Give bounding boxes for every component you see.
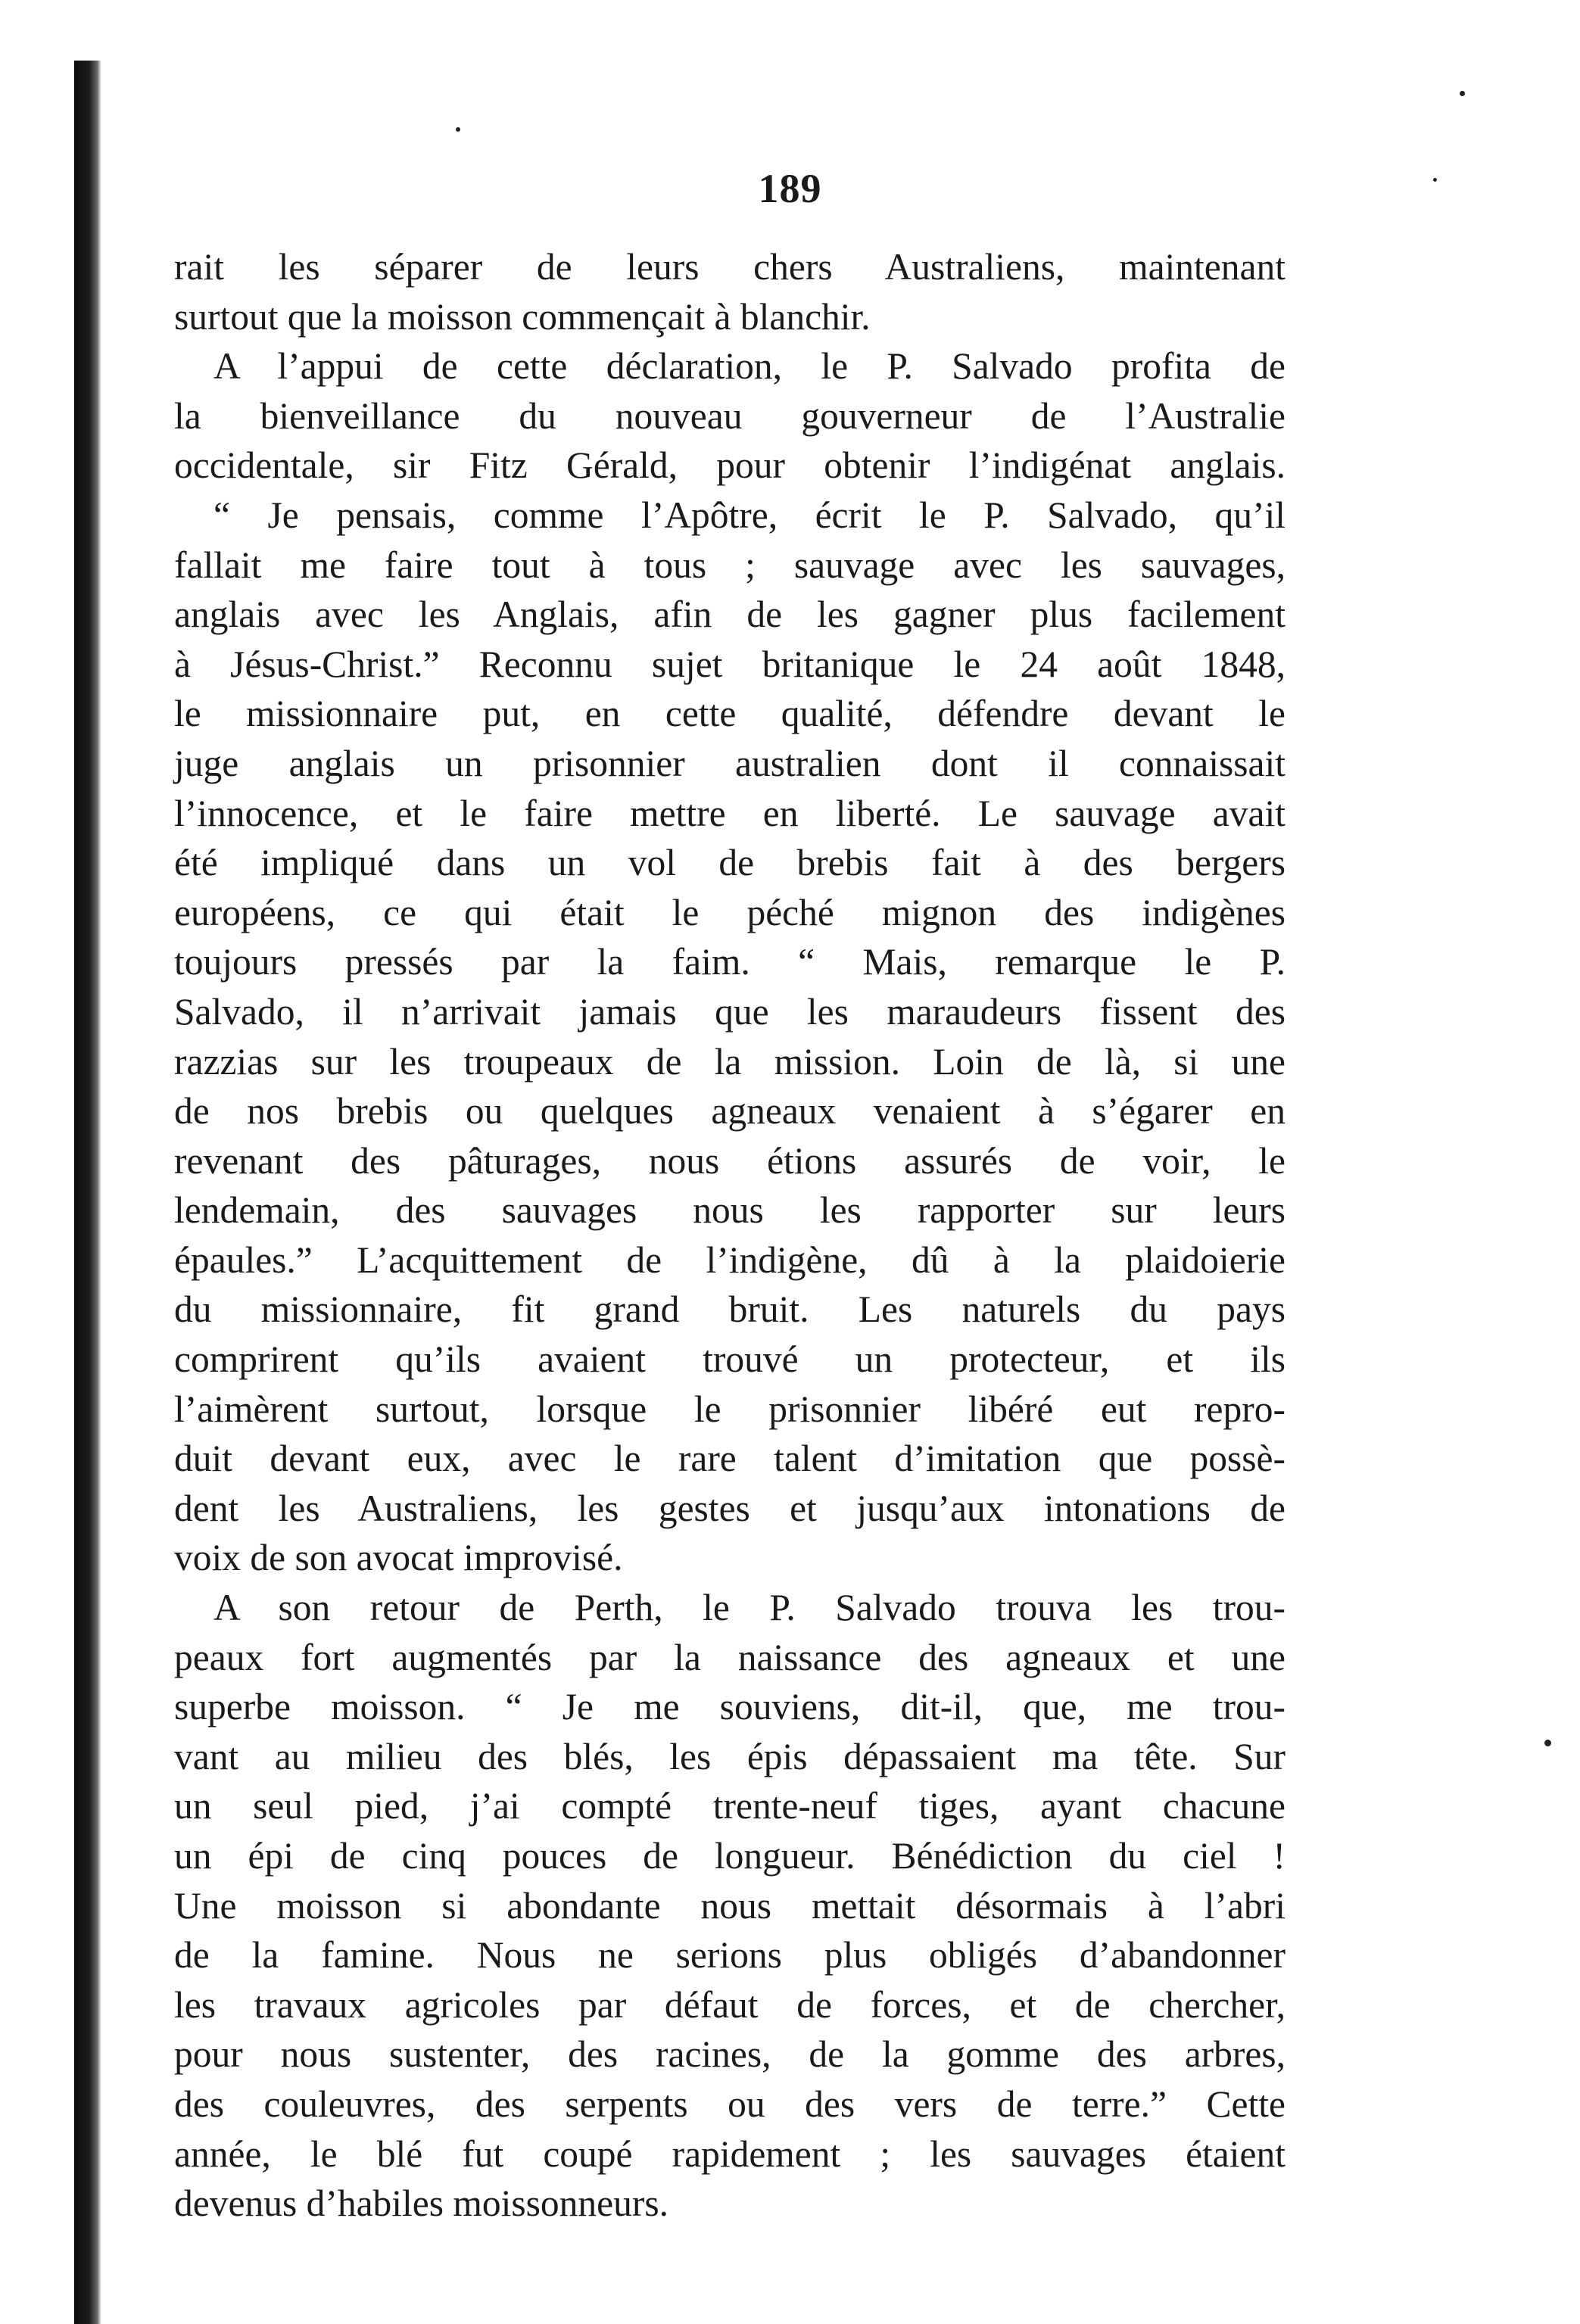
- text-line: lendemain, des sauvages nous les rapporter sur leurs: [174, 1189, 1286, 1232]
- body-text: [174, 242, 1286, 2229]
- scan-speck: [1460, 91, 1465, 96]
- text-line: du missionnaire, fit grand bruit. Les naturels du pays: [174, 1288, 1286, 1331]
- text-line: fallait me faire tout à tous ; sauvage avec les sauvages,: [174, 544, 1286, 586]
- text-line: un seul pied, j’ai compté trente-neuf tiges, ayant chacune: [174, 1785, 1286, 1827]
- text-line: l’innocence, et le faire mettre en liberté. Le sauvage avait: [174, 792, 1286, 834]
- text-line: juge anglais un prisonnier australien dont il connaissait: [174, 742, 1286, 784]
- text-line: A son retour de Perth, le P. Salvado trouva les trou-: [213, 1587, 1286, 1629]
- text-line: A l’appui de cette déclaration, le P. Salvado profita de: [213, 345, 1286, 388]
- text-line: rait les séparer de leurs chers Australiens, maintenant: [174, 246, 1286, 288]
- text-line: dent les Australiens, les gestes et jusqu’aux intonations de: [174, 1487, 1286, 1529]
- text-line: anglais avec les Anglais, afin de les gagner plus facilement: [174, 593, 1286, 636]
- text-line: comprirent qu’ils avaient trouvé un protecteur, et ils: [174, 1338, 1286, 1381]
- text-line: occidentale, sir Fitz Gérald, pour obtenir l’indigénat anglais.: [174, 444, 1286, 487]
- text-line: surtout que la moisson commençait à blanchir.: [174, 295, 871, 338]
- text-line: razzias sur les troupeaux de la mission. Loin de là, si une: [174, 1040, 1286, 1083]
- scan-binding-edge: [74, 61, 101, 2324]
- text-line: superbe moisson. “ Je me souviens, dit-il, que, me trou-: [174, 1686, 1286, 1728]
- scan-speck: [456, 127, 460, 132]
- scan-speck: [1544, 1740, 1551, 1746]
- text-line: pour nous sustenter, des racines, de la gomme des arbres,: [174, 2033, 1286, 2076]
- text-line: épaules.” L’acquittement de l’indigène, dû à la plaidoierie: [174, 1238, 1286, 1281]
- text-line: duit devant eux, avec le rare talent d’imitation que possè-: [174, 1438, 1286, 1480]
- text-line: année, le blé fut coupé rapidement ; les sauvages étaient: [174, 2132, 1286, 2175]
- text-line: voix de son avocat improvisé.: [174, 1537, 623, 1579]
- text-line: à Jésus-Christ.” Reconnu sujet britanique le 24 août 1848,: [174, 643, 1286, 685]
- text-line: Salvado, il n’arrivait jamais que les maraudeurs fissent des: [174, 990, 1286, 1033]
- text-line: toujours pressés par la faim. “ Mais, remarque le P.: [174, 941, 1286, 983]
- text-line: le missionnaire put, en cette qualité, défendre devant le: [174, 693, 1286, 735]
- page-number: 189: [758, 166, 822, 211]
- text-line: européens, ce qui était le péché mignon des indigènes: [174, 891, 1286, 933]
- text-line: de la famine. Nous ne serions plus obligés d’abandonner: [174, 1934, 1286, 1977]
- text-line: les travaux agricoles par défaut de forces, et de chercher,: [174, 1983, 1286, 2026]
- text-line: Une moisson si abondante nous mettait désormais à l’abri: [174, 1884, 1286, 1927]
- text-line: vant au milieu des blés, les épis dépassaient ma tête. Sur: [174, 1735, 1286, 1777]
- text-line: de nos brebis ou quelques agneaux venaient à s’égarer en: [174, 1090, 1286, 1132]
- text-line: la bienveillance du nouveau gouverneur de l’Australie: [174, 394, 1286, 437]
- text-line: devenus d’habiles moissonneurs.: [174, 2182, 669, 2225]
- text-line: un épi de cinq pouces de longueur. Bénédiction du ciel !: [174, 1835, 1286, 1877]
- text-line: peaux fort augmentés par la naissance des agneaux et une: [174, 1636, 1286, 1678]
- text-line: des couleuvres, des serpents ou des vers de terre.” Cette: [174, 2083, 1286, 2125]
- text-line: été impliqué dans un vol de brebis fait à des bergers: [174, 842, 1286, 884]
- text-line: “ Je pensais, comme l’Apôtre, écrit le P. Salvado, qu’il: [213, 494, 1286, 536]
- text-line: revenant des pâturages, nous étions assurés de voir, le: [174, 1139, 1286, 1182]
- text-line: l’aimèrent surtout, lorsque le prisonnier libéré eut repro-: [174, 1388, 1286, 1430]
